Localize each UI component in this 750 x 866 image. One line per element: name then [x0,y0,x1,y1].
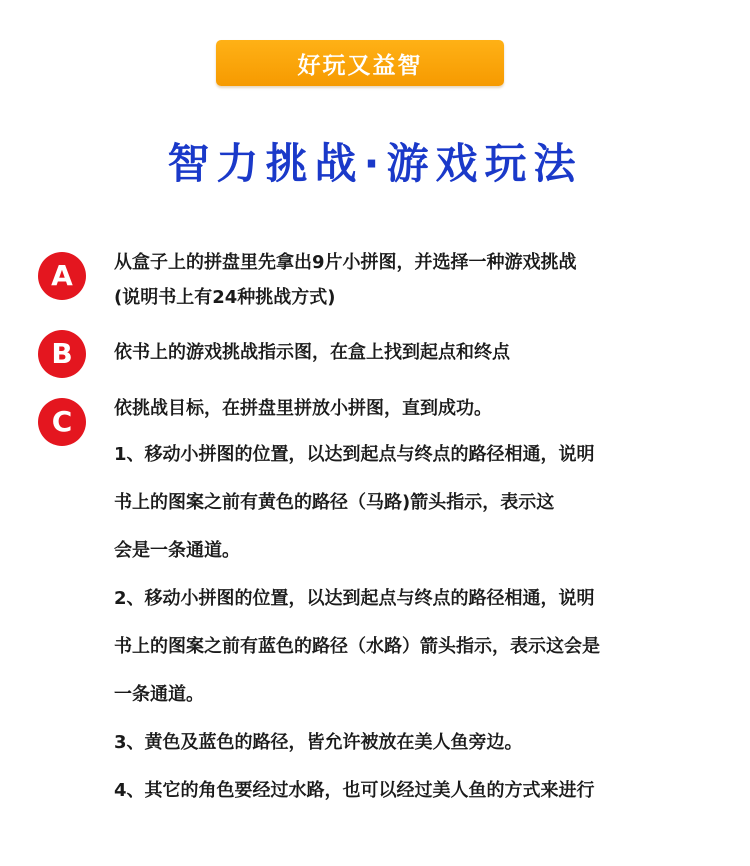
step-b-line-1: 依书上的游戏挑战指示图，在盒上找到起点和终点 [114,342,510,363]
step-c-line-8: 3、黄色及蓝色的路径，皆允许被放在美人鱼旁边。 [114,732,523,753]
step-c-line-1: 依挑战目标，在拼盘里拼放小拼图，直到成功。 [114,398,492,419]
step-a-line-2: (说明书上有24种挑战方式) [114,287,336,308]
step-c-line-5: 2、移动小拼图的位置，以达到起点与终点的路径相通，说明 [114,588,595,609]
step-b-marker: B [38,330,86,378]
step-c-marker: C [38,398,86,446]
step-a-line-1: 从盒子上的拼盘里先拿出9片小拼图，并选择一种游戏挑战 [114,252,577,273]
step-c-line-2: 1、移动小拼图的位置，以达到起点与终点的路径相通，说明 [114,444,595,465]
step-c-line-9: 4、其它的角色要经过水路，也可以经过美人鱼的方式来进行 [114,780,595,801]
step-a-marker: A [38,252,86,300]
step-c-line-7: 一条通道。 [114,684,204,705]
step-c-line-3: 书上的图案之前有黄色的路径（马路)箭头指示，表示这 [114,492,555,513]
header-badge [216,40,504,86]
page-title: 智力挑战·游戏玩法 [167,139,583,188]
step-c-line-6: 书上的图案之前有蓝色的路径（水路）箭头指示，表示这会是 [114,636,600,657]
step-c-line-4: 会是一条通道。 [114,540,240,561]
header-badge-label: 好玩又益智 [297,52,423,79]
